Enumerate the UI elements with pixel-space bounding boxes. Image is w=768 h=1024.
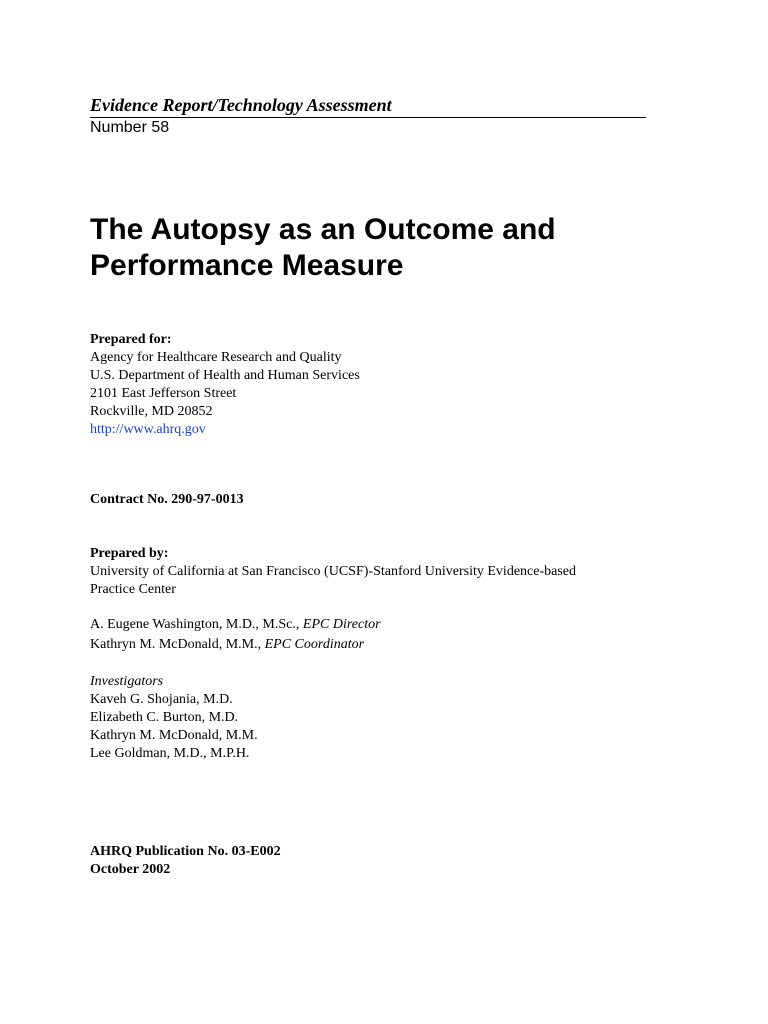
prepared-by-heading: Prepared by: [90, 546, 169, 561]
investigators-heading: Investigators [90, 674, 164, 689]
publication-number: AHRQ Publication No. 03-E002 [90, 844, 281, 859]
prepared-for-department: U.S. Department of Health and Human Services [90, 368, 360, 383]
prepared-for-section [90, 331, 360, 439]
prepared-by-line-2: Practice Center [90, 582, 176, 597]
staff-coordinator-role: EPC Coordinator [264, 637, 365, 652]
investigator-name: Lee Goldman, M.D., M.P.H. [90, 746, 250, 761]
staff-coordinator-name: Kathryn M. McDonald, M.M., [90, 637, 265, 652]
publication-date: October 2002 [90, 862, 171, 877]
prepared-for-street: 2101 East Jefferson Street [90, 386, 237, 401]
investigator-name: Elizabeth C. Burton, M.D. [90, 710, 239, 725]
ahrq-website-link[interactable]: http://www.ahrq.gov [90, 422, 206, 437]
prepared-for-agency: Agency for Healthcare Research and Quality [90, 350, 342, 365]
staff-section [90, 616, 381, 654]
prepared-by-line-1: University of California at San Francisco (UCSF)-Stanford University Evidence-based [90, 564, 577, 579]
report-title-line-2: Performance Measure [90, 249, 404, 282]
investigator-name: Kaveh G. Shojania, M.D. [90, 692, 233, 707]
contract-number: Contract No. 290-97-0013 [90, 492, 244, 507]
investigators-section [90, 673, 258, 763]
staff-director [90, 616, 381, 634]
staff-coordinator [90, 636, 381, 654]
contract-section [90, 491, 244, 509]
report-title-line-1: The Autopsy as an Outcome and [90, 213, 556, 246]
report-title [90, 212, 690, 284]
staff-director-name: A. Eugene Washington, M.D., M.Sc., [90, 617, 303, 632]
prepared-by-section [90, 545, 576, 599]
series-title: Evidence Report/Technology Assessment [90, 94, 646, 118]
series-number: Number 58 [90, 119, 170, 136]
publication-section [90, 843, 281, 879]
prepared-for-heading: Prepared for: [90, 332, 172, 347]
series-header [90, 94, 646, 138]
investigator-name: Kathryn M. McDonald, M.M. [90, 728, 258, 743]
staff-director-role: EPC Director [302, 617, 381, 632]
prepared-for-city: Rockville, MD 20852 [90, 404, 213, 419]
